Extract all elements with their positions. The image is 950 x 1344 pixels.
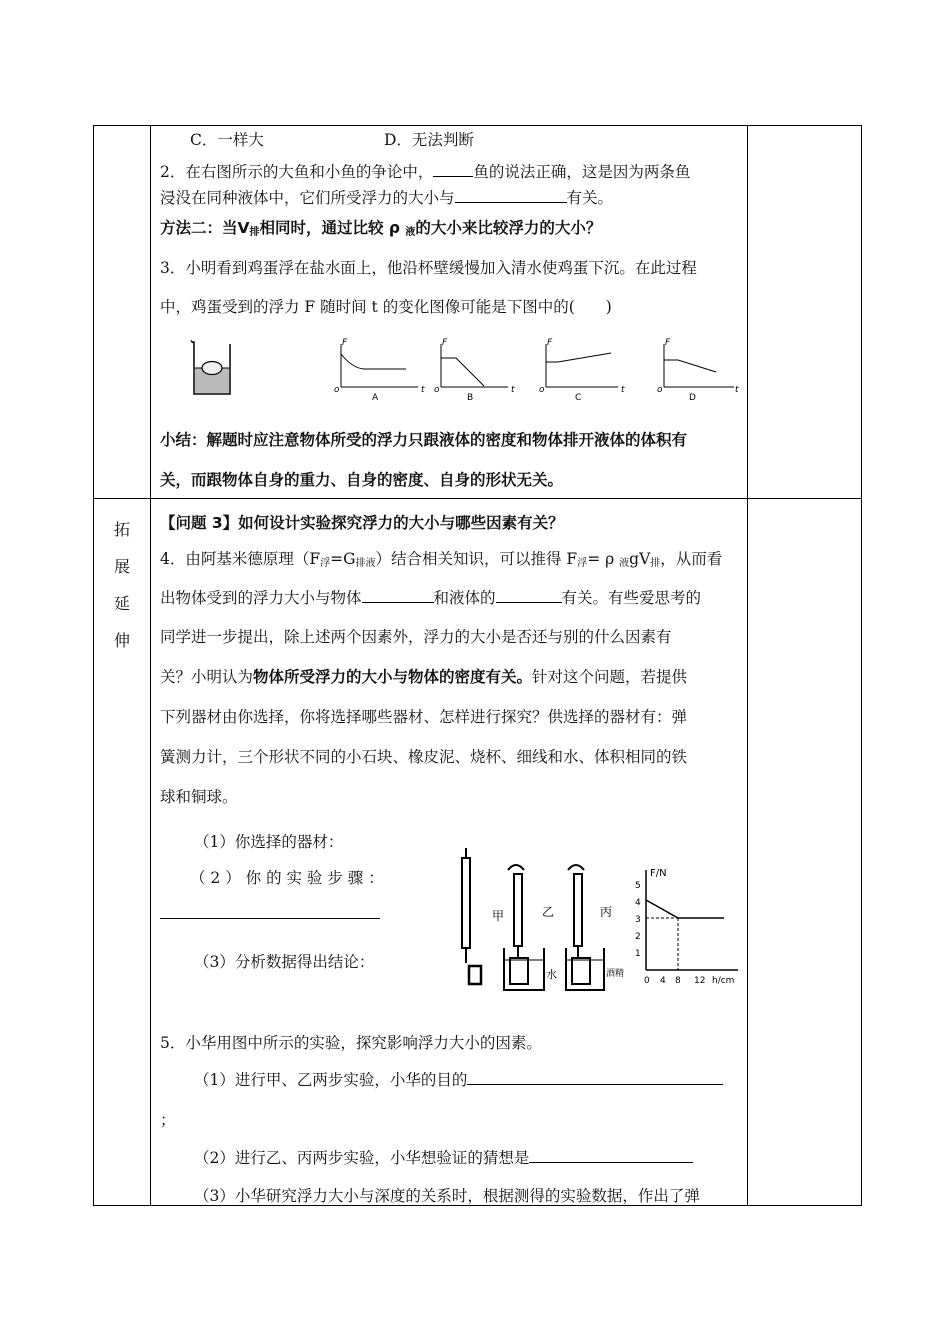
graph-label: A — [372, 393, 379, 403]
step-3-conclusion: （3）分析数据得出结论： — [194, 953, 375, 971]
svg-text:水: 水 — [546, 968, 557, 981]
answer-blank[interactable] — [467, 1066, 723, 1085]
option-d: D．无法判断 — [384, 131, 474, 149]
answer-blank[interactable] — [496, 584, 562, 603]
graph-label: D — [689, 393, 696, 403]
svg-text:F: F — [442, 338, 448, 348]
side-label-column: 拓 展 延 伸 — [113, 520, 130, 650]
graph-c — [539, 338, 625, 403]
question-5-intro: 5．小华用图中所示的实验，探究影响浮力大小的因素。 — [160, 1034, 542, 1052]
svg-text:4: 4 — [635, 898, 641, 908]
question-4-line-2: 出物体受到的浮力大小与物体 和液体的 有关。有些爱思考的 — [160, 582, 745, 615]
step-2-procedure: （ 2 ） 你 的 实 验 步 骤 ： — [190, 869, 384, 887]
question-4-line-1: 4．由阿基米德原理$(F_浮=G_{排液})$结合相关知识，可以推得 $F_浮= \rho$ $_液gV_排$，从而看 — [160, 550, 723, 569]
svg-text:t: t — [735, 385, 739, 395]
question-2-line-1: 2．在右图所示的大鱼和小鱼的争论中， 鱼的说法正确，这是因为两条鱼 — [160, 156, 745, 189]
svg-text:酒精: 酒精 — [606, 969, 625, 979]
summary-line-1: 小结：解题时应注意物体所受的浮力只跟液体的密度和物体排开液体的体积有 — [160, 431, 688, 449]
question-4-line-3: 同学进一步提出，除上述两个因素外，浮力的大小是否还与别的什么因素有 — [160, 628, 672, 646]
question-5-part-3: （3）小华研究浮力大小与深度的关系时，根据测得的实验数据，作出了弹 — [194, 1187, 700, 1205]
egg-beaker-and-graphs — [186, 332, 746, 407]
svg-text:5: 5 — [635, 881, 641, 891]
question-4-line-6: 簧测力计，三个形状不同的小石块、橡皮泥、烧杯、细线和水、体积相同的铁 — [160, 748, 688, 766]
answer-blank[interactable] — [362, 584, 434, 603]
svg-text:8: 8 — [675, 976, 681, 986]
svg-text:o: o — [657, 385, 663, 395]
answer-blank[interactable] — [455, 184, 567, 203]
svg-text:F: F — [547, 338, 553, 348]
problem-3-heading: 【问题 3】如何设计实验探究浮力的大小与哪些因素有关？ — [160, 514, 564, 532]
method-two: 方法二：当$V_排$相同时，通过比较 ρ $_液$的大小来比较浮力的大小？ — [160, 219, 602, 238]
svg-text:o: o — [334, 385, 340, 395]
svg-text:o: o — [434, 385, 440, 395]
row-divider — [94, 498, 861, 499]
svg-text:12: 12 — [694, 976, 706, 986]
option-c: C．一样大 — [190, 131, 264, 149]
svg-text:0: 0 — [644, 976, 650, 986]
svg-text:F: F — [665, 338, 671, 348]
svg-text:甲: 甲 — [492, 909, 505, 923]
svg-text:F/N: F/N — [650, 868, 667, 879]
svg-text:t: t — [421, 385, 425, 395]
beaker-with-egg — [191, 340, 230, 394]
summary-line-2: 关，而跟物体自身的重力、自身的密度、自身的形状无关。 — [160, 471, 564, 489]
svg-text:1: 1 — [635, 949, 641, 959]
graph-label: C — [575, 393, 582, 403]
graph-label: B — [467, 393, 474, 403]
question-4-line-4: 关？小明认为物体所受浮力的大小与物体的密度有关。针对这个问题，若提供 — [160, 668, 688, 686]
question-5-part-1: （1）进行甲、乙两步实验，小华的目的 — [194, 1064, 779, 1097]
svg-text:h/cm: h/cm — [712, 976, 735, 986]
svg-text:o: o — [539, 385, 545, 395]
question-4-line-5: 下列器材由你选择，你将选择哪些器材、怎样进行探究？供选择的器材有：弹 — [160, 708, 688, 726]
svg-text:3: 3 — [635, 915, 641, 925]
svg-text:F: F — [342, 338, 348, 348]
svg-text:乙: 乙 — [542, 905, 555, 919]
svg-text:2: 2 — [635, 932, 641, 942]
experiment-figure — [438, 848, 788, 998]
graph-b — [434, 338, 515, 403]
question-3-line-2: 中，鸡蛋受到的浮力 F 随时间 t 的变化图像可能是下图中的( ) — [160, 298, 612, 316]
svg-text:t: t — [511, 385, 515, 395]
question-4-line-7: 球和铜球。 — [160, 788, 238, 806]
question-5-part-1-end: ； — [160, 1111, 176, 1129]
column-divider-right — [747, 126, 748, 1205]
answer-blank[interactable] — [433, 158, 473, 177]
svg-text:丙: 丙 — [600, 905, 613, 919]
svg-text:t: t — [621, 385, 625, 395]
force-depth-graph — [635, 868, 738, 986]
step-1-materials: （1）你选择的器材： — [194, 833, 344, 851]
graph-d — [657, 338, 739, 403]
question-3-line-1: 3．小明看到鸡蛋浮在盐水面上，他沿杯壁缓慢加入清水使鸡蛋下沉。在此过程 — [160, 259, 697, 277]
procedure-answer-line[interactable] — [160, 918, 380, 919]
column-divider-left — [150, 126, 151, 1205]
svg-text:4: 4 — [660, 976, 666, 986]
question-5-part-2: （2）进行乙、丙两步实验，小华想验证的猜想是 — [194, 1142, 779, 1175]
question-2-line-2: 浸没在同种液体中，它们所受浮力的大小与 有关。 — [160, 182, 745, 215]
graph-a — [334, 338, 425, 403]
answer-blank[interactable] — [529, 1144, 693, 1163]
